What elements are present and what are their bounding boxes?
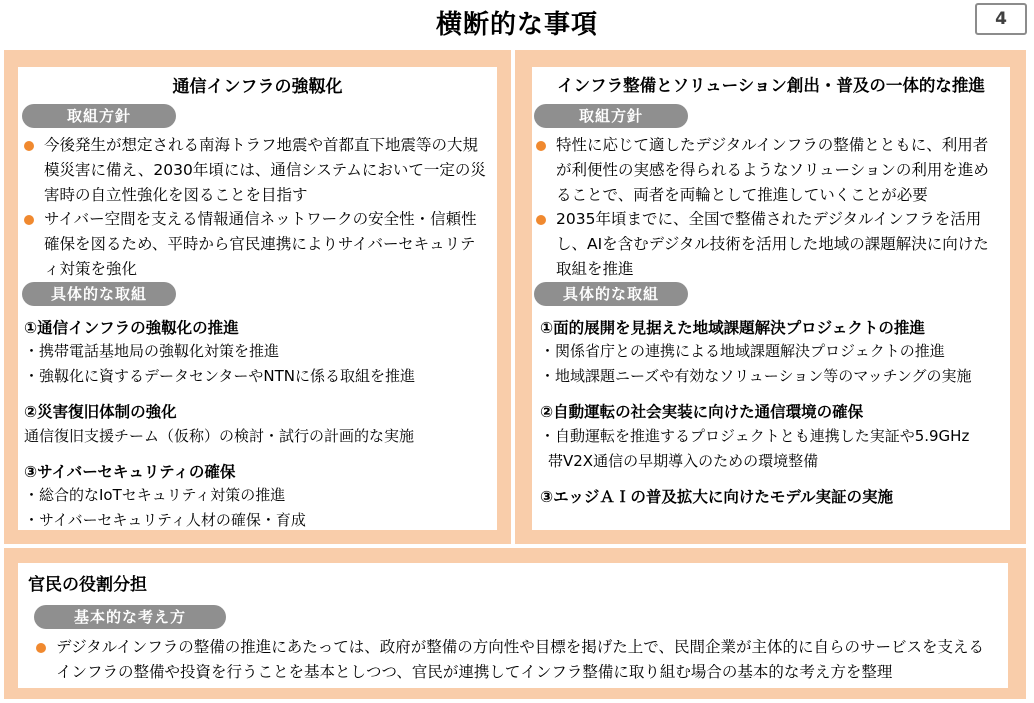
left-section-heading: ②災害復旧体制の強化: [24, 403, 177, 421]
right-section-heading: ②自動運転の社会実装に向けた通信環境の確保: [540, 403, 864, 421]
left-section-item: 通信復旧支援チーム（仮称）の検討・試行の計画的な実施: [24, 427, 415, 445]
right-policy-bullet-text: 2035年頃までに、全国で整備されたデジタルインフラを活用し、AIを含むデジタル技術を活用した地域の課題解決に向けた取組を推進: [556, 210, 989, 278]
left-section-item: ・強靱化に資するデータセンターやNTNに係る取組を推進: [24, 367, 416, 385]
bottom-bullet: [36, 635, 998, 685]
left-concrete-label: 具体的な取組: [22, 282, 176, 306]
right-policy-bullet: [536, 133, 1000, 208]
page-number: 4: [975, 3, 1027, 35]
bullet-dot-icon: [24, 215, 34, 225]
right-policy-bullet: [536, 207, 1000, 282]
right-panel-title: インフラ整備とソリューション創出・普及の一体的な推進: [557, 76, 985, 95]
right-policy-bullet-text: 特性に応じて適したデジタルインフラの整備とともに、利用者が利便性の実感を得られるようなソリューションの利用を進めることで、両者を両輪として推進していくことが必要: [556, 136, 989, 204]
bottom-principle-label: 基本的な考え方: [34, 605, 226, 629]
left-policy-bullet-text: 今後発生が想定される南海トラフ地震や首都直下地震等の大規模災害に備え、2030年頃には、通信システムにおいて一定の災害時の自立性強化を図ることを目指す: [44, 136, 486, 204]
left-policy-label: 取組方針: [22, 104, 176, 128]
bottom-bullet-text: デジタルインフラの整備の推進にあたっては、政府が整備の方向性や目標を掲げた上で、民間企業が主体的に自らのサービスを支えるインフラの整備や投資を行うことを基本としつつ、官民が連携してインフラ整備に取り組む場合の基本的な考え方を整理: [56, 638, 984, 681]
right-section-item: ・地域課題ニーズや有効なソリューション等のマッチングの実施: [540, 367, 972, 385]
left-section-item: ・サイバーセキュリティ人材の確保・育成: [24, 511, 306, 529]
left-panel-title: 通信インフラの強靱化: [172, 77, 343, 97]
bullet-dot-icon: [536, 215, 546, 225]
bullet-dot-icon: [24, 141, 34, 151]
bullet-dot-icon: [536, 141, 546, 151]
left-section-item: ・総合的なIoTセキュリティ対策の推進: [24, 486, 286, 504]
left-section-heading: ①通信インフラの強靱化の推進: [24, 319, 239, 337]
right-section-item: ・自動運転を推進するプロジェクトとも連携した実証や5.9GHz: [540, 427, 970, 445]
left-policy-bullet-text: サイバー空間を支える情報通信ネットワークの安全性・信頼性確保を図るため、平時から官民連携によりサイバーセキュリティ対策を強化: [44, 210, 477, 278]
left-policy-bullet: [24, 133, 486, 208]
left-policy-bullet: [24, 207, 486, 282]
right-section-heading: ①面的展開を見据えた地域課題解決プロジェクトの推進: [540, 319, 925, 337]
page-title: 横断的な事項: [435, 10, 598, 40]
right-concrete-label: 具体的な取組: [534, 282, 688, 306]
right-section-item: 帯V2X通信の早期導入のための環境整備: [548, 452, 819, 470]
bullet-dot-icon: [36, 643, 46, 653]
right-section-item: ・関係省庁との連携による地域課題解決プロジェクトの推進: [540, 342, 945, 360]
right-policy-label: 取組方針: [534, 104, 688, 128]
right-section-heading: ③エッジＡＩの普及拡大に向けたモデル実証の実施: [540, 488, 894, 506]
bottom-panel-title: 官民の役割分担: [28, 575, 147, 595]
left-section-item: ・携帯電話基地局の強靱化対策を推進: [24, 342, 280, 360]
left-section-heading: ③サイバーセキュリティの確保: [24, 463, 236, 481]
